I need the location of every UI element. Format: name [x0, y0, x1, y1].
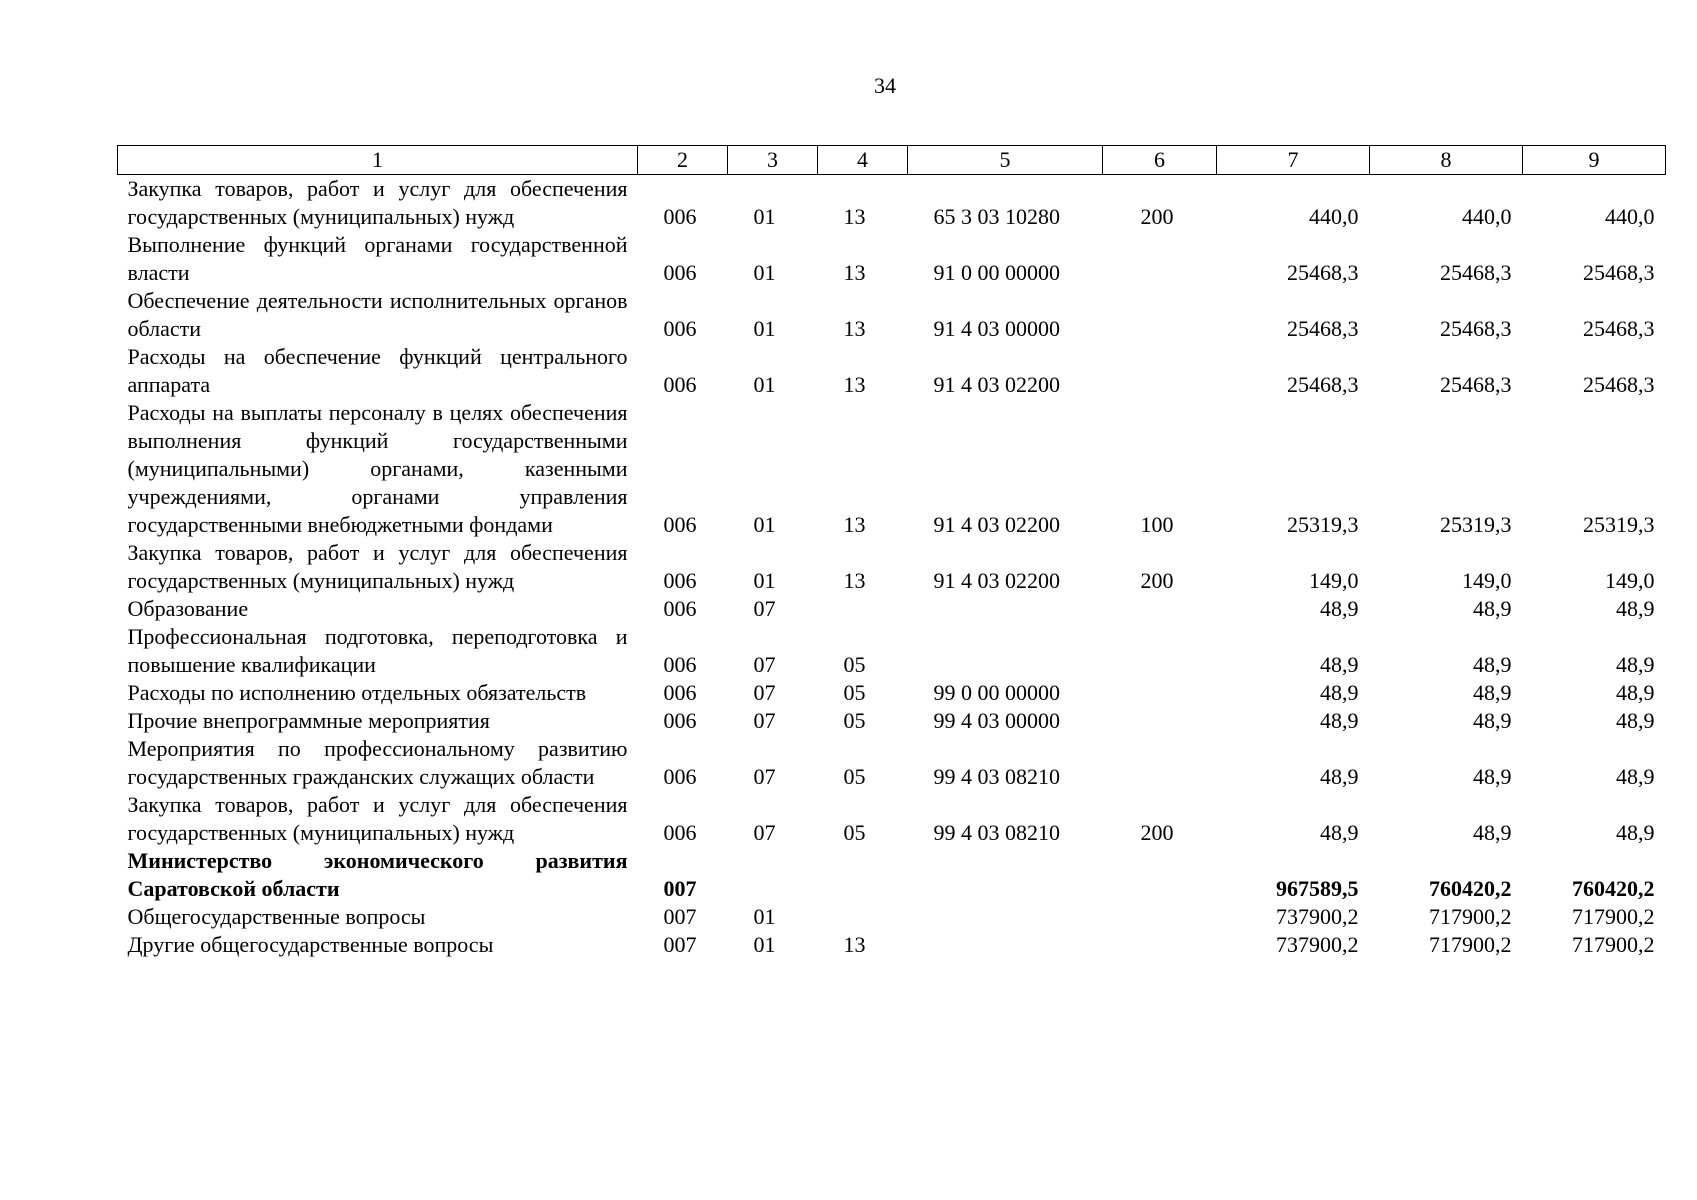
row-subsection-cell [818, 847, 908, 903]
row-amount-col7-cell: 48,9 [1320, 708, 1359, 733]
table-row [118, 931, 1666, 959]
table-row [118, 287, 1666, 343]
row-section-cell: 01 [753, 932, 776, 957]
row-amount-col7-cell: 737900,2 [1276, 904, 1359, 929]
row-amount-col8-cell: 717900,2 [1429, 932, 1512, 957]
row-name-cell: Обеспечение деятельности исполнительных органов области [127, 288, 628, 341]
table-row [118, 175, 1666, 232]
row-name-cell: Другие общегосударственные вопросы [127, 932, 494, 957]
page-number: 34 [874, 73, 896, 98]
row-amount-col7-cell: 48,9 [1320, 680, 1359, 705]
row-target-article-cell: 99 4 03 08210 [933, 764, 1060, 789]
row-amount-col7-cell: 25468,3 [1287, 260, 1359, 285]
row-amount-col8-cell: 25468,3 [1440, 260, 1512, 285]
row-section-cell: 01 [753, 204, 776, 229]
table-row [118, 231, 1666, 287]
row-section-cell: 07 [753, 764, 776, 789]
table-row [118, 679, 1666, 707]
row-expense-type-cell [1103, 231, 1217, 287]
row-expense-type-cell: 200 [1140, 820, 1174, 845]
row-subsection-cell [818, 595, 908, 623]
table-row [118, 735, 1666, 791]
row-amount-col9-cell: 25468,3 [1583, 260, 1655, 285]
row-subsection-cell: 05 [843, 680, 866, 705]
row-amount-col8-cell: 760420,2 [1429, 876, 1512, 901]
row-name-cell: Профессиональная подготовка, переподготовка и повышение квалификации [127, 624, 628, 677]
column-header: 5 [908, 146, 1103, 175]
table-row [118, 623, 1666, 679]
row-subsection-cell: 13 [843, 260, 866, 285]
row-ved-cell: 006 [663, 260, 697, 285]
row-subsection-cell: 13 [843, 316, 866, 341]
row-expense-type-cell: 200 [1140, 568, 1174, 593]
row-subsection-cell: 13 [843, 204, 866, 229]
row-target-article-cell: 99 4 03 00000 [933, 708, 1060, 733]
row-expense-type-cell [1103, 735, 1217, 791]
row-ved-cell: 006 [663, 764, 697, 789]
row-target-article-cell [908, 903, 1103, 931]
row-amount-col9-cell: 25468,3 [1583, 372, 1655, 397]
row-amount-col8-cell: 48,9 [1473, 820, 1512, 845]
row-amount-col9-cell: 48,9 [1616, 764, 1655, 789]
row-subsection-cell: 05 [843, 708, 866, 733]
row-amount-col8-cell: 25468,3 [1440, 372, 1512, 397]
row-expense-type-cell [1103, 343, 1217, 399]
row-ved-cell: 007 [663, 904, 697, 929]
row-amount-col7-cell: 149,0 [1309, 568, 1359, 593]
row-amount-col7-cell: 48,9 [1320, 596, 1359, 621]
row-amount-col8-cell: 149,0 [1462, 568, 1512, 593]
row-expense-type-cell [1103, 679, 1217, 707]
row-amount-col7-cell: 48,9 [1320, 820, 1359, 845]
column-header: 8 [1370, 146, 1523, 175]
row-section-cell: 01 [753, 568, 776, 593]
row-amount-col8-cell: 48,9 [1473, 596, 1512, 621]
row-ved-cell: 006 [663, 680, 697, 705]
table-row [118, 707, 1666, 735]
row-ved-cell: 006 [663, 708, 697, 733]
row-amount-col8-cell: 48,9 [1473, 680, 1512, 705]
row-expense-type-cell [1103, 595, 1217, 623]
row-amount-col8-cell: 717900,2 [1429, 904, 1512, 929]
row-amount-col7-cell: 737900,2 [1276, 932, 1359, 957]
row-ved-cell: 006 [663, 652, 697, 677]
row-amount-col9-cell: 760420,2 [1572, 876, 1655, 901]
row-target-article-cell: 91 0 00 00000 [933, 260, 1060, 285]
row-ved-cell: 006 [663, 820, 697, 845]
row-amount-col7-cell: 967589,5 [1276, 876, 1359, 901]
row-amount-col8-cell: 48,9 [1473, 708, 1512, 733]
row-amount-col7-cell: 25468,3 [1287, 316, 1359, 341]
row-amount-col9-cell: 48,9 [1616, 820, 1655, 845]
table-row [118, 399, 1666, 539]
table-row [118, 539, 1666, 595]
column-header: 9 [1523, 146, 1666, 175]
row-amount-col9-cell: 440,0 [1605, 204, 1655, 229]
row-section-cell: 07 [753, 596, 776, 621]
row-amount-col9-cell: 25319,3 [1583, 512, 1655, 537]
table-row [118, 903, 1666, 931]
row-name-cell: Выполнение функций органами государственной власти [127, 232, 628, 285]
row-ved-cell: 006 [663, 316, 697, 341]
row-amount-col8-cell: 25319,3 [1440, 512, 1512, 537]
row-ved-cell: 006 [663, 372, 697, 397]
row-subsection-cell: 13 [843, 512, 866, 537]
row-expense-type-cell [1103, 707, 1217, 735]
row-target-article-cell: 91 4 03 02200 [933, 512, 1060, 537]
row-amount-col9-cell: 149,0 [1605, 568, 1655, 593]
row-section-cell: 01 [753, 904, 776, 929]
row-name-cell: Общегосударственные вопросы [127, 904, 426, 929]
row-amount-col9-cell: 717900,2 [1572, 932, 1655, 957]
row-amount-col8-cell: 48,9 [1473, 652, 1512, 677]
row-section-cell: 07 [753, 680, 776, 705]
table-row [118, 595, 1666, 623]
row-amount-col8-cell: 440,0 [1462, 204, 1512, 229]
row-ved-cell: 007 [663, 932, 697, 957]
column-header: 7 [1217, 146, 1370, 175]
row-name-cell: Закупка товаров, работ и услуг для обеспечения государственных (муниципальных) нужд [127, 792, 628, 845]
row-target-article-cell [908, 931, 1103, 959]
column-header: 1 [118, 146, 638, 175]
column-header: 6 [1103, 146, 1217, 175]
row-amount-col9-cell: 48,9 [1616, 708, 1655, 733]
row-subsection-cell: 05 [843, 652, 866, 677]
row-name-cell: Расходы по исполнению отдельных обязательств [127, 680, 587, 705]
column-header: 3 [728, 146, 818, 175]
row-ved-cell: 006 [663, 512, 697, 537]
row-ved-cell: 006 [663, 568, 697, 593]
row-target-article-cell [908, 847, 1103, 903]
row-amount-col8-cell: 48,9 [1473, 764, 1512, 789]
row-target-article-cell: 99 4 03 08210 [933, 820, 1060, 845]
row-name-cell: Прочие внепрограммные мероприятия [127, 708, 490, 733]
row-expense-type-cell: 200 [1140, 204, 1174, 229]
row-name-cell: Закупка товаров, работ и услуг для обеспечения государственных (муниципальных) нужд [127, 176, 628, 229]
row-expense-type-cell [1103, 931, 1217, 959]
table-row [118, 847, 1666, 903]
row-section-cell: 01 [753, 260, 776, 285]
row-target-article-cell [908, 623, 1103, 679]
row-subsection-cell [818, 903, 908, 931]
row-target-article-cell: 91 4 03 02200 [933, 372, 1060, 397]
column-header: 2 [638, 146, 728, 175]
table-row [118, 791, 1666, 847]
row-target-article-cell: 91 4 03 02200 [933, 568, 1060, 593]
row-expense-type-cell [1103, 847, 1217, 903]
row-expense-type-cell: 100 [1140, 512, 1174, 537]
row-amount-col7-cell: 48,9 [1320, 764, 1359, 789]
row-section-cell: 01 [753, 316, 776, 341]
row-section-cell: 01 [753, 372, 776, 397]
table-row [118, 343, 1666, 399]
row-name-cell: Закупка товаров, работ и услуг для обеспечения государственных (муниципальных) нужд [127, 540, 628, 593]
row-amount-col7-cell: 48,9 [1320, 652, 1359, 677]
row-amount-col9-cell: 48,9 [1616, 680, 1655, 705]
row-name-cell: Министерство экономического развития Саратовской области [127, 848, 628, 901]
row-name-cell: Мероприятия по профессиональному развитию государственных гражданских служащих области [127, 736, 628, 789]
row-target-article-cell: 91 4 03 00000 [933, 316, 1060, 341]
row-name-cell: Образование [127, 596, 249, 621]
row-section-cell: 07 [753, 652, 776, 677]
row-ved-cell: 007 [663, 876, 697, 901]
row-section-cell: 07 [753, 708, 776, 733]
row-subsection-cell: 13 [843, 568, 866, 593]
row-name-cell: Расходы на выплаты персоналу в целях обеспечения выполнения функций государственными (муниципальными) органами, казенными учреждениями, органами управления государственными внебюджетными фондами [127, 400, 628, 537]
row-expense-type-cell [1103, 903, 1217, 931]
row-ved-cell: 006 [663, 596, 697, 621]
row-subsection-cell: 05 [843, 820, 866, 845]
row-amount-col7-cell: 25319,3 [1287, 512, 1359, 537]
row-subsection-cell: 13 [843, 372, 866, 397]
row-amount-col9-cell: 48,9 [1616, 652, 1655, 677]
row-target-article-cell: 99 0 00 00000 [933, 680, 1060, 705]
row-section-cell: 07 [753, 820, 776, 845]
row-subsection-cell: 13 [843, 932, 866, 957]
row-amount-col7-cell: 440,0 [1309, 204, 1359, 229]
column-header: 4 [818, 146, 908, 175]
budget-table [117, 145, 1666, 959]
row-section-cell [728, 847, 818, 903]
header-row [118, 146, 1666, 175]
row-amount-col7-cell: 25468,3 [1287, 372, 1359, 397]
row-amount-col8-cell: 25468,3 [1440, 316, 1512, 341]
row-expense-type-cell [1103, 287, 1217, 343]
row-target-article-cell: 65 3 03 10280 [933, 204, 1060, 229]
table-body [118, 175, 1666, 960]
row-name-cell: Расходы на обеспечение функций центрального аппарата [127, 344, 628, 397]
row-amount-col9-cell: 25468,3 [1583, 316, 1655, 341]
row-subsection-cell: 05 [843, 764, 866, 789]
row-amount-col9-cell: 48,9 [1616, 596, 1655, 621]
row-section-cell: 01 [753, 512, 776, 537]
row-target-article-cell [908, 595, 1103, 623]
row-ved-cell: 006 [663, 204, 697, 229]
row-expense-type-cell [1103, 623, 1217, 679]
row-amount-col9-cell: 717900,2 [1572, 904, 1655, 929]
